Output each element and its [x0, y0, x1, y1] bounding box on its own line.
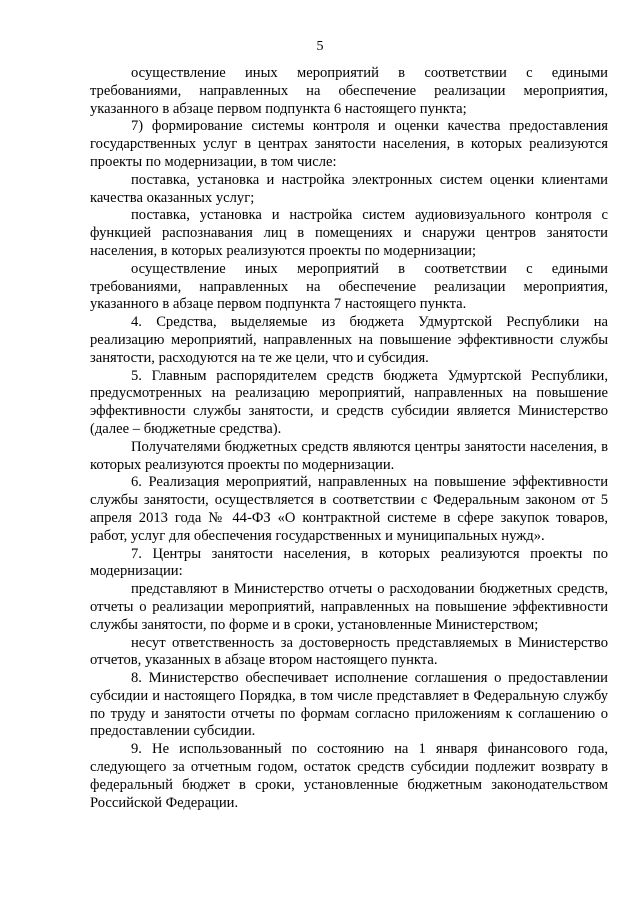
paragraph: осуществление иных мероприятий в соответствии с едиными требованиями, направленных на обеспечение реализации мероприятия, указанного в абзаце первом подпункта 6 настоящего пункта; [90, 65, 608, 117]
paragraph: 7. Центры занятости населения, в которых реализуются проекты по модернизации: [90, 545, 608, 580]
paragraph: представляют в Министерство отчеты о расходовании бюджетных средств, отчеты о реализации мероприятий, направленных на повышение эффективности службы занятости, по форме и в сроки, установленные Министерством; [90, 581, 608, 633]
paragraph: осуществление иных мероприятий в соответствии с едиными требованиями, направленных на обеспечение реализации мероприятия, указанного в абзаце первом подпункта 7 настоящего пункта. [90, 260, 608, 313]
paragraph: поставка, установка и настройка систем аудиовизуального контроля с функцией распознавания лиц в помещениях и снаружи центров занятости населения, в которых реализуются проекты по модернизации; [90, 207, 608, 259]
document-body [90, 65, 608, 812]
paragraph: 6. Реализация мероприятий, направленных на повышение эффективности службы занятости, осуществляется в соответствии с Федеральным законом от 5 апреля 2013 года № 44-ФЗ «О контрактной системе в сфере закупок товаров, работ, услуг для обеспечения государственных и муниципальных нужд». [90, 474, 608, 544]
paragraph: несут ответственность за достоверность представляемых в Министерство отчетов, указанных в абзаце втором настоящего пункта. [90, 634, 608, 669]
paragraph: 4. Средства, выделяемые из бюджета Удмуртской Республики на реализацию мероприятий, направленных на повышение эффективности службы занятости, расходуются на те же цели, что и субсидия. [90, 314, 608, 366]
paragraph: 9. Не использованный по состоянию на 1 января финансового года, следующего за отчетным годом, остаток средств субсидии подлежит возврату в федеральный бюджет в сроки, установленные бюджетным законодательством Российской Федерации. [90, 741, 608, 811]
page-number: 5 [316, 39, 324, 54]
paragraph: Получателями бюджетных средств являются центры занятости населения, в которых реализуются проекты по модернизации. [90, 438, 608, 473]
paragraph: 7) формирование системы контроля и оценки качества предоставления государственных услуг в центрах занятости населения, в которых реализуются проекты по модернизации, в том числе: [90, 118, 608, 170]
paragraph: поставка, установка и настройка электронных систем оценки клиентами качества оказанных услуг; [90, 171, 608, 206]
paragraph: 8. Министерство обеспечивает исполнение соглашения о предоставлении субсидии и настоящего Порядка, в том числе представляет в Федеральную службу по труду и занятости отчеты по формам согласно приложениям к соглашению о предоставлении субсидии. [90, 670, 608, 740]
paragraph: 5. Главным распорядителем средств бюджета Удмуртской Республики, предусмотренных на реализацию мероприятий, направленных на повышение эффективности службы занятости, и средств субсидии является Министерство (далее – бюджетные средства). [90, 367, 608, 437]
